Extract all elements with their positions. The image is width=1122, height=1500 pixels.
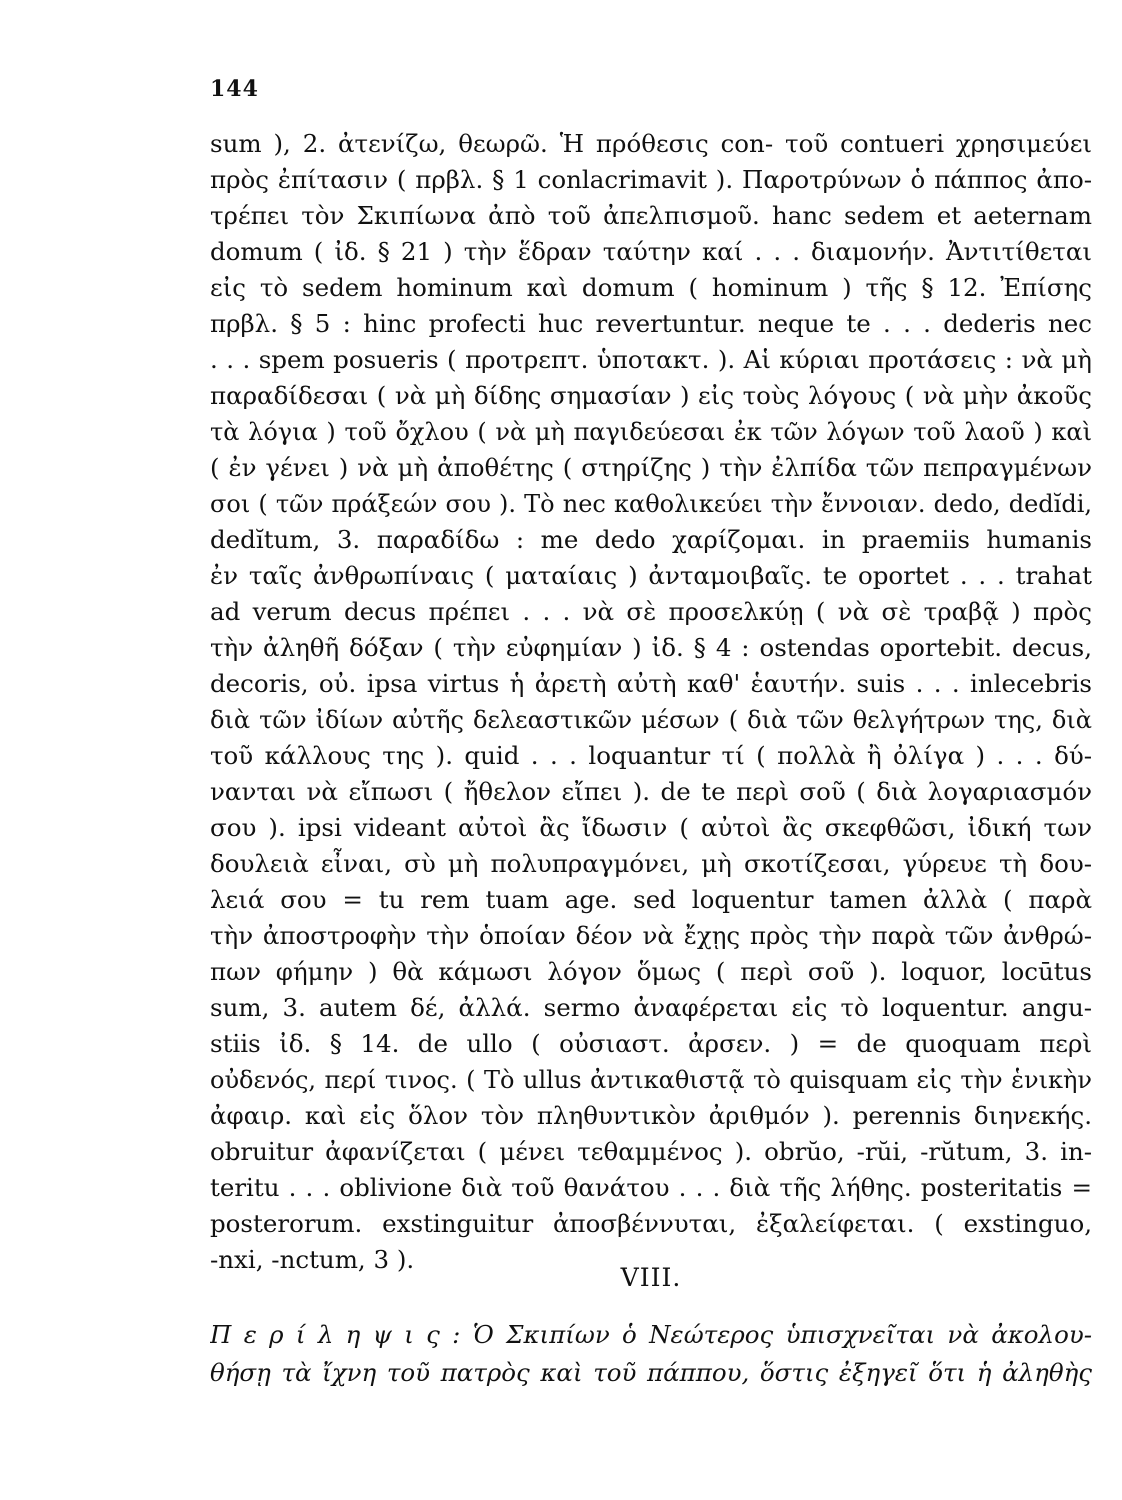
text-line: τρέπει τὸν Σκιπίωνα ἀπὸ τοῦ ἀπελπισμοῦ. hanc sedem et aeternam xyxy=(210,201,1092,230)
text-line: παραδίδεσαι ( νὰ μὴ δίδης σημασίαν ) εἰς τοὺς λόγους ( νὰ μὴν ἀκοῦς xyxy=(210,381,1092,410)
commentary-text xyxy=(210,126,1092,1278)
text-line: decoris, οὐ. ipsa virtus ἡ ἀρετὴ αὐτὴ καθ' ἑαυτήν. suis . . . inlecebris xyxy=(210,669,1092,698)
text-line: νανται νὰ εἴπωσι ( ἤθελον εἴπει ). de te περὶ σοῦ ( διὰ λογαριασμόν xyxy=(210,777,1092,806)
text-line: τὴν ἀληθῆ δόξαν ( τὴν εὐφημίαν ) ἰδ. § 4 : ostendas oportebit. decus, xyxy=(210,633,1092,662)
text-line: posterorum. exstinguitur ἀποσβέννυται, ἐξαλείφεται. ( exstinguo, xyxy=(210,1209,1092,1238)
text-line: obruitur ἀφανίζεται ( μένει τεθαμμένος ). obrŭo, -rŭi, -rŭtum, 3. in- xyxy=(210,1137,1092,1166)
text-line: οὐδενός, περί τινος. ( Τὸ ullus ἀντικαθιστᾷ τὸ quisquam εἰς τὴν ἑνικὴν xyxy=(210,1066,1092,1094)
summary-line: θήσῃ τὰ ἴχνη τοῦ πατρὸς καὶ τοῦ πάππου, ὅστις ἐξηγεῖ ὅτι ἡ ἀληθὴς xyxy=(210,1358,1092,1387)
text-line: sum ), 2. ἀτενίζω, θεωρῶ. Ἡ πρόθεσις con- τοῦ contueri χρησιμεύει xyxy=(210,129,1092,158)
text-line: ( ἐν γένει ) νὰ μὴ ἀποθέτης ( στηρίζης ) τὴν ἐλπίδα τῶν πεπραγμένων xyxy=(210,453,1092,482)
section-heading: VIII. xyxy=(620,1263,682,1292)
text-line: -nxi, -nctum, 3 ). xyxy=(210,1245,415,1274)
text-line: ἐν ταῖς ἀνθρωπίναις ( ματαίαις ) ἀνταμοιβαῖς. te oportet . . . trahat xyxy=(210,561,1092,590)
text-line: τὴν ἀποστροφὴν τὴν ὁποίαν δέον νὰ ἔχῃς πρὸς τὴν παρὰ τῶν ἀνθρώ- xyxy=(210,921,1092,950)
text-line: λειά σου = tu rem tuam age. sed loquentur tamen ἀλλὰ ( παρὰ xyxy=(210,885,1092,914)
text-line: teritu . . . oblivione διὰ τοῦ θανάτου . . . διὰ τῆς λήθης. posteritatis = xyxy=(210,1173,1092,1202)
summary-line: Π ε ρ ί λ η ψ ι ς : Ὁ Σκιπίων ὁ Νεώτερος ὑπισχνεῖται νὰ ἀκολου- xyxy=(210,1320,1092,1349)
text-line: εἰς τὸ sedem hominum καὶ domum ( hominum ) τῆς § 12. Ἐπίσης xyxy=(210,273,1092,302)
text-line: ἀφαιρ. καὶ εἰς ὅλον τὸν πληθυντικὸν ἀριθμόν ). perennis διηνεκής. xyxy=(210,1101,1092,1130)
text-line: ad verum decus πρέπει . . . νὰ σὲ προσελκύῃ ( νὰ σὲ τραβᾷ ) πρὸς xyxy=(210,597,1092,626)
text-line: διὰ τῶν ἰδίων αὐτῆς δελεαστικῶν μέσων ( διὰ τῶν θελγήτρων της, διὰ xyxy=(210,706,1092,734)
text-line: πων φήμην ) θὰ κάμωσι λόγον ὅμως ( περὶ σοῦ ). loquor, locūtus xyxy=(210,957,1092,986)
text-line: σοι ( τῶν πράξεών σου ). Τὸ nec καθολικεύει τὴν ἔννοιαν. dedo, dedĭdi, xyxy=(210,490,1092,518)
text-line: domum ( ἰδ. § 21 ) τὴν ἕδραν ταύτην καί . . . διαμονήν. Ἀντιτίθεται xyxy=(210,237,1092,266)
text-line: stiis ἰδ. § 14. de ullo ( οὐσιαστ. ἀρσεν. ) = de quoquam περὶ xyxy=(210,1029,1092,1058)
text-line: πρὸς ἐπίτασιν ( πρβλ. § 1 conlacrimavit ). Παροτρύνων ὁ πάππος ἀπο- xyxy=(210,165,1092,194)
text-line: πρβλ. § 5 : hinc profecti huc revertuntur. neque te . . . dederis nec xyxy=(210,309,1092,338)
page-number: 144 xyxy=(210,76,259,102)
text-line: δουλειὰ εἶναι, σὺ μὴ πολυπραγμόνει, μὴ σκοτίζεσαι, γύρευε τὴ δου- xyxy=(210,849,1092,878)
text-line: dedĭtum, 3. παραδίδω : me dedo χαρίζομαι. in praemiis humanis xyxy=(210,525,1092,554)
summary-paragraph xyxy=(210,1316,1092,1392)
text-line: σου ). ipsi videant αὐτοὶ ἂς ἴδωσιν ( αὐτοὶ ἂς σκεφθῶσι, ἰδική των xyxy=(210,813,1092,842)
text-line: . . . spem posueris ( προτρεπτ. ὑποτακτ. ). Αἱ κύριαι προτάσεις : νὰ μὴ xyxy=(210,345,1092,374)
text-line: sum, 3. autem δέ, ἀλλά. sermo ἀναφέρεται εἰς τὸ loquentur. angu- xyxy=(210,993,1092,1022)
text-line: τοῦ κάλλους της ). quid . . . loquantur τί ( πολλὰ ἢ ὀλίγα ) . . . δύ- xyxy=(210,741,1092,770)
text-line: τὰ λόγια ) τοῦ ὄχλου ( νὰ μὴ παγιδεύεσαι ἐκ τῶν λόγων τοῦ λαοῦ ) καὶ xyxy=(210,418,1092,446)
